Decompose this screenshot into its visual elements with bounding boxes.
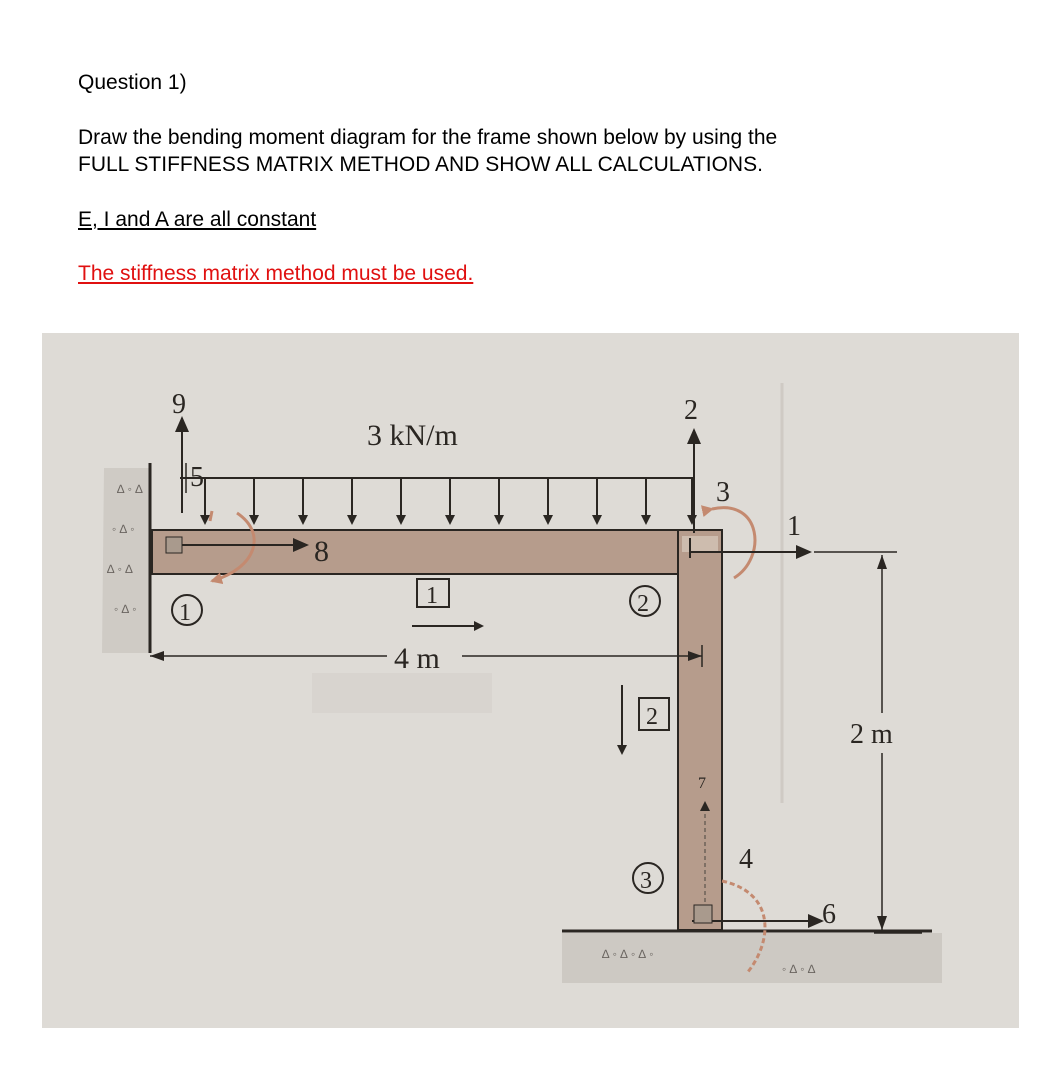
constant-properties-note: E, I and A are all constant (78, 208, 317, 231)
dof-5-label: 5 (190, 462, 204, 493)
node-1-label: 1 (179, 600, 191, 626)
ground-support (562, 931, 942, 983)
dof-1-label: 1 (787, 511, 801, 542)
dof-6-label: 6 (822, 899, 836, 930)
dof-3-label: 3 (716, 477, 730, 508)
dof-2-label: 2 (684, 395, 698, 426)
frame-figure-photo (42, 333, 1019, 1028)
photo-background (42, 333, 1019, 1028)
left-wall-support (102, 463, 150, 653)
instruction-line-1: Draw the bending moment diagram for the frame shown below by using the (78, 126, 778, 149)
column-member-2 (678, 530, 722, 930)
dof-9-label: 9 (172, 389, 186, 420)
dof-4-label: 4 (739, 844, 753, 875)
svg-text:∆ ◦ ∆: ∆ ◦ ∆ (117, 482, 143, 496)
dof-7-label: 7 (698, 775, 706, 792)
svg-text:∆ ◦ ∆: ∆ ◦ ∆ (107, 562, 133, 576)
member-1-label: 1 (426, 583, 438, 609)
svg-text:◦ ∆ ◦: ◦ ∆ ◦ (114, 602, 137, 616)
member-2-label: 2 (646, 704, 658, 730)
load-label: 3 kN/m (367, 419, 458, 452)
instruction-line-2: FULL STIFFNESS MATRIX METHOD AND SHOW ALL CALCULATIONS. (78, 153, 763, 176)
svg-text:∆ ◦ ∆ ◦ ∆ ◦: ∆ ◦ ∆ ◦ ∆ ◦ (602, 947, 654, 961)
beam-length-label: 4 m (394, 642, 440, 675)
dof-8-label: 8 (314, 535, 329, 568)
svg-text:◦ ∆ ◦: ◦ ∆ ◦ (112, 522, 135, 536)
column-height-label: 2 m (850, 719, 893, 750)
node-2-label: 2 (637, 591, 649, 617)
node-3-label: 3 (640, 868, 652, 894)
svg-text:◦ ∆ ◦ ∆: ◦ ∆ ◦ ∆ (782, 962, 816, 976)
question-title: Question 1) (78, 71, 187, 94)
method-requirement-note: The stiffness matrix method must be used. (78, 262, 474, 285)
